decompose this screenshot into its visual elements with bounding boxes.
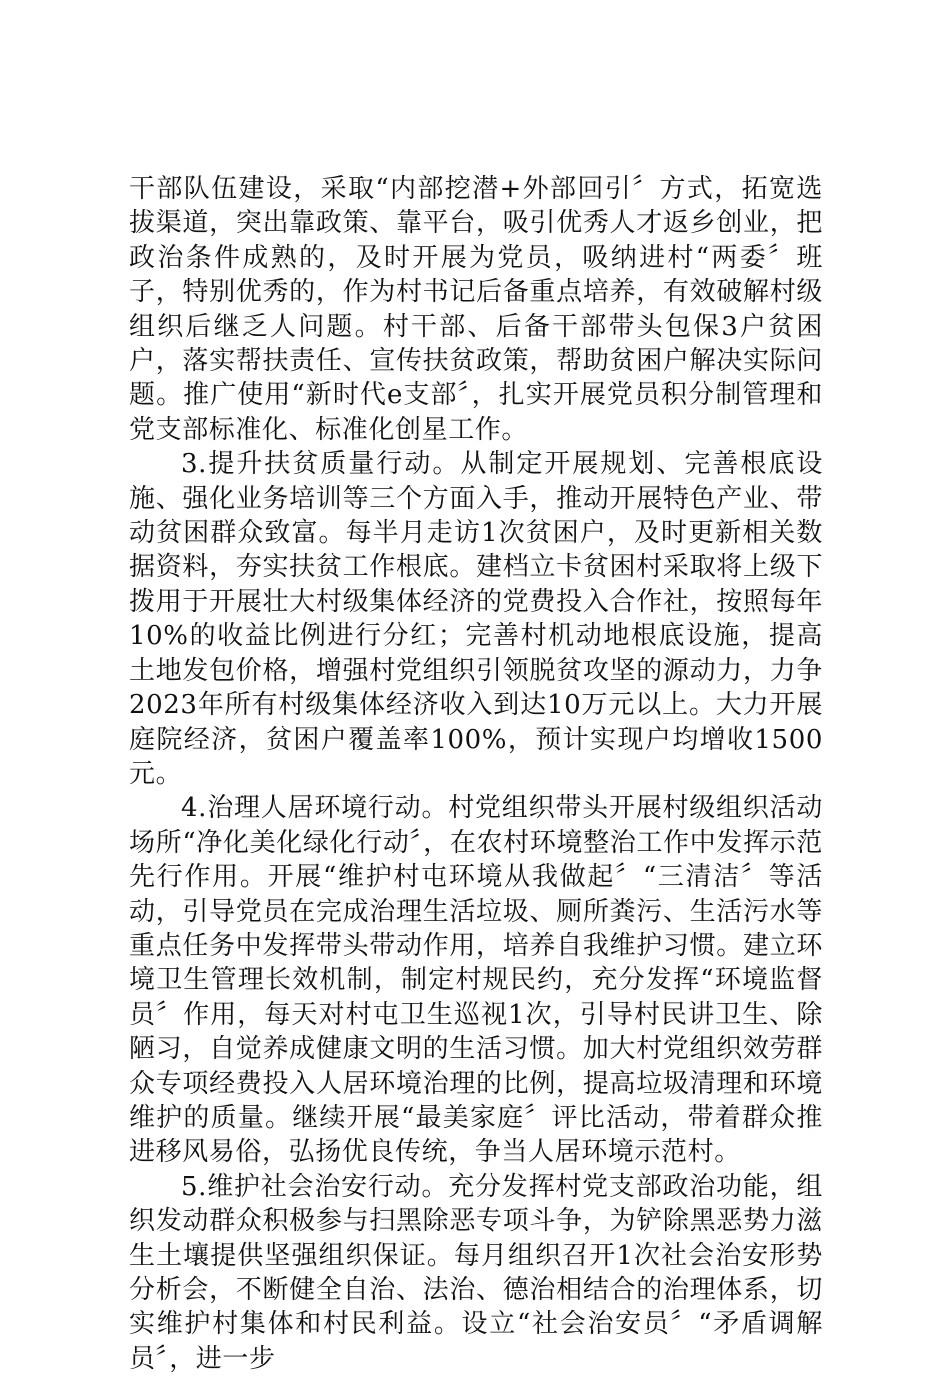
paragraph-public-security: 5.维护社会治安行动。充分发挥村党支部政治功能，组织发动群众积极参与扫黑除恶专项斗争，为铲除黑恶势力滋生土壤提供坚强组织保证。每月组织召开1次社会治安形势分析会，不断健全自治、法治、德治相结合的治理体系，切实维护村集体和村民利益。设立“社会治安员〞“矛盾调解员〞，进一步: [129, 1171, 823, 1374]
paragraph-poverty-quality: 3.提升扶贫质量行动。从制定开展规划、完善根底设施、强化业务培训等三个方面入手，推动开展特色产业、带动贫困群众致富。每半月走访1次贫困户，及时更新相关数据资料，夯实扶贫工作根底。建档立卡贫困村采取将上级下拨用于开展壮大村级集体经济的党费投入合作社，按照每年10%的收益比例进行分红；完善村机动地根底设施，提高土地发包价格，增强村党组织引领脱贫攻坚的源动力，力争2023年所有村级集体经济收入到达10万元以上。大力开展庭院经济，贫困户覆盖率100%，预计实现户均增收1500元。: [129, 449, 823, 789]
paragraph-cadre-team: 干部队伍建设，采取“内部挖潜+外部回引〞方式，拓宽选拔渠道，突出靠政策、靠平台，吸引优秀人才返乡创业，把政治条件成熟的，及时开展为党员，吸纳进村“两委〞班子，特别优秀的，作为村书记后备重点培养，有效破解村级组织后继乏人问题。村干部、后备干部带头包保3户贫困户，落实帮扶责任、宣传扶贫政策，帮助贫困户解决实际问题。推广使用“新时代e支部〞，扎实开展党员积分制管理和党支部标准化、标准化创星工作。: [129, 174, 823, 445]
document-body: [129, 172, 823, 1376]
paragraph-living-environment: 4.治理人居环境行动。村党组织带头开展村级组织活动场所“净化美化绿化行动〞，在农村环境整治工作中发挥示范先行作用。开展“维护村屯环境从我做起〞“三清洁〞等活动，引导党员在完成治理生活垃圾、厕所粪污、生活污水等重点任务中发挥带头带动作用，培养自我维护习惯。建立环境卫生管理长效机制，制定村规民约，充分发挥“环境监督员〞作用，每天对村屯卫生巡视1次，引导村民讲卫生、除陋习，自觉养成健康文明的生活习惯。加大村党组织效劳群众专项经费投入人居环境治理的比例，提高垃圾清理和环境维护的质量。继续开展“最美家庭〞评比活动，带着群众推进移风易俗，弘扬优良传统，争当人居环境示范村。: [129, 793, 823, 1168]
